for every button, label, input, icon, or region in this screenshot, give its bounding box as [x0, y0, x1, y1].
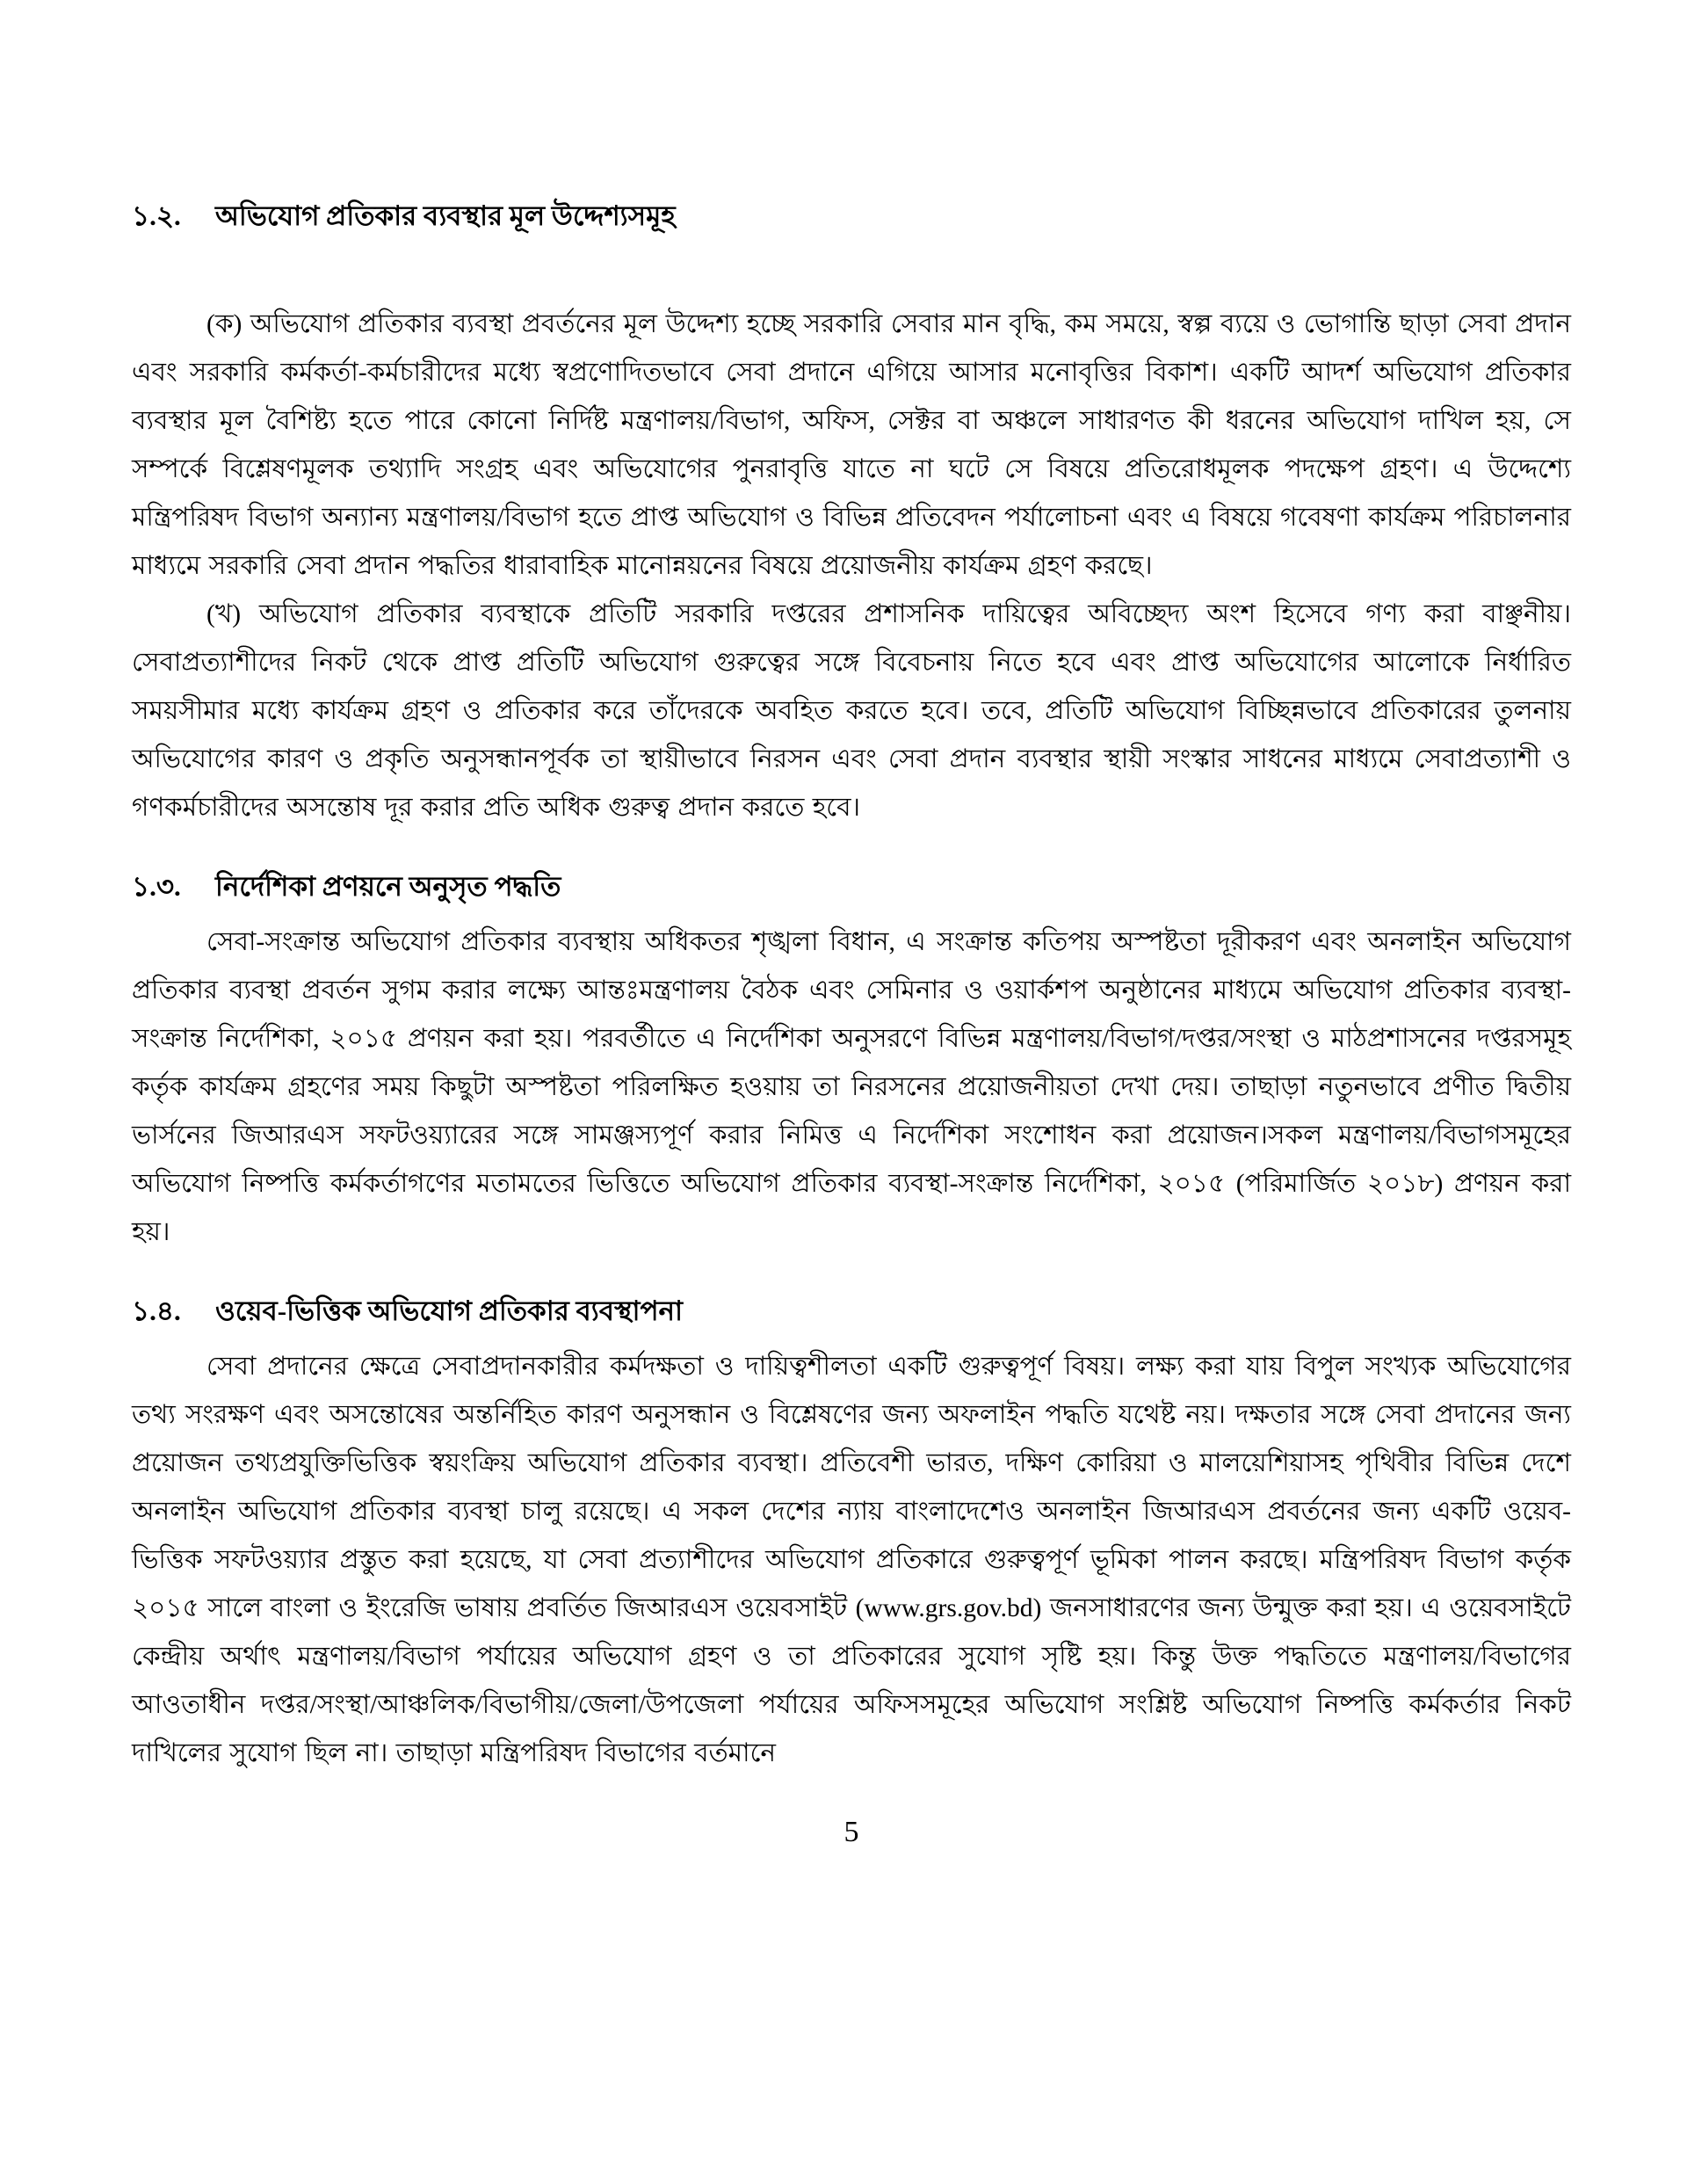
- section-1-2-title: অভিযোগ প্রতিকার ব্যবস্থার মূল উদ্দেশ্যসমূহ: [215, 200, 676, 231]
- page-number: 5: [844, 1816, 859, 1848]
- paragraph: সেবা-সংক্রান্ত অভিযোগ প্রতিকার ব্যবস্থায় অধিকতর শৃঙ্খলা বিধান, এ সংক্রান্ত কতিপয় অস্পষ্টতা দূরীকরণ এবং অনলাইন অভিযোগ প্রতিকার ব্যবস্থা প্রবর্তন সুগম করার লক্ষ্যে আন্তঃমন্ত্রণালয় বৈঠক এবং সেমিনার ও ওয়ার্কশপ অনুষ্ঠানের মাধ্যমে অভিযোগ প্রতিকার ব্যবস্থা-সংক্রান্ত নির্দেশিকা, ২০১৫ প্রণয়ন করা হয়। পরবর্তীতে এ নির্দেশিকা অনুসরণে বিভিন্ন মন্ত্রণালয়/বিভাগ/দপ্তর/সংস্থা ও মাঠপ্রশাসনের দপ্তরসমূহ কর্তৃক কার্যক্রম গ্রহণের সময় কিছুটা অস্পষ্টতা পরিলক্ষিত হওয়ায় তা নিরসনের প্রয়োজনীয়তা দেখা দেয়। তাছাড়া নতুনভাবে প্রণীত দ্বিতীয় ভার্সনের জিআরএস সফটওয়্যারের সঙ্গে সামঞ্জস্যপূর্ণ করার নিমিত্ত এ নির্দেশিকা সংশোধন করা প্রয়োজন।সকল মন্ত্রণালয়/বিভাগসমূহের অভিযোগ নিষ্পত্তি কর্মকর্তাগণের মতামতের ভিত্তিতে অভিযোগ প্রতিকার ব্যবস্থা-সংক্রান্ত নির্দেশিকা, ২০১৫ (পরিমার্জিত ২০১৮) প্রণয়ন করা হয়।: [132, 928, 1571, 1246]
- paragraph-kha: (খ) অভিযোগ প্রতিকার ব্যবস্থাকে প্রতিটি সরকারি দপ্তরের প্রশাসনিক দায়িত্বের অবিচ্ছেদ্য অংশ হিসেবে গণ্য করা বাঞ্ছনীয়। সেবাপ্রত্যাশীদের নিকট থেকে প্রাপ্ত প্রতিটি অভিযোগ গুরুত্বের সঙ্গে বিবেচনায় নিতে হবে এবং প্রাপ্ত অভিযোগের আলোকে নির্ধারিত সময়সীমার মধ্যে কার্যক্রম গ্রহণ ও প্রতিকার করে তাঁদেরকে অবহিত করতে হবে। তবে, প্রতিটি অভিযোগ বিচ্ছিন্নভাবে প্রতিকারের তুলনায় অভিযোগের কারণ ও প্রকৃতি অনুসন্ধানপূর্বক তা স্থায়ীভাবে নিরসন এবং সেবা প্রদান ব্যবস্থার স্থায়ী সংস্কার সাধনের মাধ্যমে সেবাপ্রত্যাশী ও গণকর্মচারীদের অসন্তোষ দূর করার প্রতি অধিক গুরুত্ব প্রদান করতে হবে।: [132, 600, 1571, 822]
- paragraph-ka: (ক) অভিযোগ প্রতিকার ব্যবস্থা প্রবর্তনের মূল উদ্দেশ্য হচ্ছে সরকারি সেবার মান বৃদ্ধি, কম সময়ে, স্বল্প ব্যয়ে ও ভোগান্তি ছাড়া সেবা প্রদান এবং সরকারি কর্মকর্তা-কর্মচারীদের মধ্যে স্বপ্রণোদিতভাবে সেবা প্রদানে এগিয়ে আসার মনোবৃত্তির বিকাশ। একটি আদর্শ অভিযোগ প্রতিকার ব্যবস্থার মূল বৈশিষ্ট্য হতে পারে কোনো নির্দিষ্ট মন্ত্রণালয়/বিভাগ, অফিস, সেক্টর বা অঞ্চলে সাধারণত কী ধরনের অভিযোগ দাখিল হয়, সে সম্পর্কে বিশ্লেষণমূলক তথ্যাদি সংগ্রহ এবং অভিযোগের পুনরাবৃত্তি যাতে না ঘটে সে বিষয়ে প্রতিরোধমূলক পদক্ষেপ গ্রহণ। এ উদ্দেশ্যে মন্ত্রিপরিষদ বিভাগ অন্যান্য মন্ত্রণালয়/বিভাগ হতে প্রাপ্ত অভিযোগ ও বিভিন্ন প্রতিবেদন পর্যালোচনা এবং এ বিষয়ে গবেষণা কার্যক্রম পরিচালনার মাধ্যমে সরকারি সেবা প্রদান পদ্ধতির ধারাবাহিক মানোন্নয়নের বিষয়ে প্রয়োজনীয় কার্যক্রম গ্রহণ করছে।: [132, 310, 1571, 580]
- section-1-4-heading: [132, 1290, 1571, 1332]
- section-1-4: [132, 1290, 1571, 1778]
- section-1-3-heading: [132, 866, 1571, 908]
- section-1-4-number: ১.৪.: [132, 1295, 181, 1326]
- section-1-2: [132, 195, 1571, 832]
- section-1-3: [132, 866, 1571, 1257]
- section-1-3-number: ১.৩.: [132, 871, 181, 902]
- paragraph: সেবা প্রদানের ক্ষেত্রে সেবাপ্রদানকারীর কর্মদক্ষতা ও দায়িত্বশীলতা একটি গুরুত্বপূর্ণ বিষয়। লক্ষ্য করা যায় বিপুল সংখ্যক অভিযোগের তথ্য সংরক্ষণ এবং অসন্তোষের অন্তর্নিহিত কারণ অনুসন্ধান ও বিশ্লেষণের জন্য অফলাইন পদ্ধতি যথেষ্ট নয়। দক্ষতার সঙ্গে সেবা প্রদানের জন্য প্রয়োজন তথ্যপ্রযুক্তিভিত্তিক স্বয়ংক্রিয় অভিযোগ প্রতিকার ব্যবস্থা। প্রতিবেশী ভারত, দক্ষিণ কোরিয়া ও মালয়েশিয়াসহ পৃথিবীর বিভিন্ন দেশে অনলাইন অভিযোগ প্রতিকার ব্যবস্থা চালু রয়েছে। এ সকল দেশের ন্যায় বাংলাদেশেও অনলাইন জিআরএস প্রবর্তনের জন্য একটি ওয়েব-ভিত্তিক সফটওয়্যার প্রস্তুত করা হয়েছে, যা সেবা প্রত্যাশীদের অভিযোগ প্রতিকারে গুরুত্বপূর্ণ ভূমিকা পালন করছে। মন্ত্রিপরিষদ বিভাগ কর্তৃক ২০১৫ সালে বাংলা ও ইংরেজি ভাষায় প্রবর্তিত জিআরএস ওয়েবসাইট (www.grs.gov.bd) জনসাধারণের জন্য উন্মুক্ত করা হয়। এ ওয়েবসাইটে কেন্দ্রীয় অর্থাৎ মন্ত্রণালয়/বিভাগ পর্যায়ের অভিযোগ গ্রহণ ও তা প্রতিকারের সুযোগ সৃষ্টি হয়। কিন্তু উক্ত পদ্ধতিতে মন্ত্রণালয়/বিভাগের আওতাধীন দপ্তর/সংস্থা/আঞ্চলিক/বিভাগীয়/জেলা/উপজেলা পর্যায়ের অফিসসমূহের অভিযোগ সংশ্লিষ্ট অভিযোগ নিষ্পত্তি কর্মকর্তার নিকট দাখিলের সুযোগ ছিল না। তাছাড়া মন্ত্রিপরিষদ বিভাগের বর্তমানে: [132, 1353, 1571, 1767]
- section-1-2-heading: [132, 195, 1571, 237]
- section-1-4-title: ওয়েব-ভিত্তিক অভিযোগ প্রতিকার ব্যবস্থাপনা: [215, 1295, 684, 1326]
- section-1-3-title: নির্দেশিকা প্রণয়নে অনুসৃত পদ্ধতি: [215, 871, 561, 902]
- section-1-2-number: ১.২.: [132, 200, 181, 231]
